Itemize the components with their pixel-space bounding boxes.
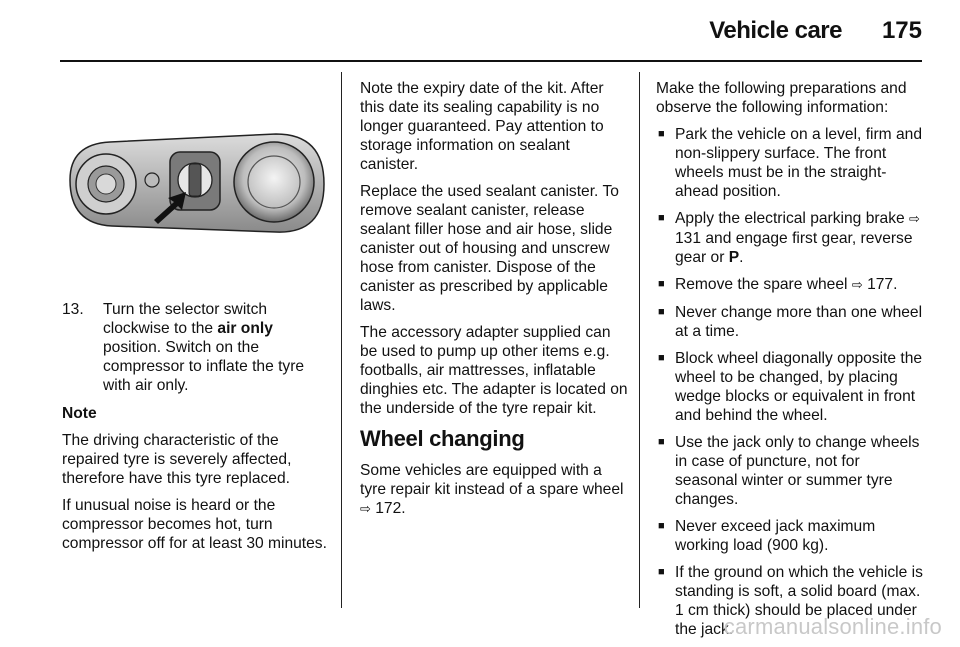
watermark: carmanualsonline.info [723, 614, 942, 639]
cross-reference-icon: ⇨ [851, 278, 863, 293]
note-paragraph-1: The driving characteristic of the repaired tyre is severely affected, therefore have this tyre replaced. [62, 432, 292, 487]
note-paragraph-2: If unusual noise is heard or the compressor becomes hot, turn compressor off for at least 30 minutes. [62, 497, 327, 552]
list-item: ■ Park the vehicle on a level, firm and non-slippery surface. The front wheels must be in the straight-ahead position. [656, 125, 926, 201]
page-reference[interactable]: 131 and engage first gear, reverse gear or [675, 230, 913, 266]
adapter-paragraph: The accessory adapter supplied can be used to pump up other items e.g. footballs, air mattresses, inflatable dinghies etc. The adapter is located on the underside of the tyre repair kit. [360, 324, 628, 417]
compressor-selector-illustration [62, 128, 332, 276]
column-divider-right [639, 72, 640, 608]
column-1 [62, 300, 328, 561]
section-title: Vehicle care [709, 17, 842, 44]
column-3 [656, 79, 926, 647]
preparations-intro: Make the following preparations and observe the following information: [656, 80, 907, 116]
list-item: ■ Use the jack only to change wheels in case of puncture, not for seasonal winter or summer tyre changes. [656, 433, 926, 509]
page-number: 175 [881, 17, 922, 44]
column-divider-left [341, 72, 342, 608]
air-only-label: air only [217, 320, 273, 337]
header-rule [60, 60, 922, 62]
list-item: ■ Block wheel diagonally opposite the wheel to be changed, by placing wedge blocks or equivalent in front and behind the wheel. [656, 349, 926, 425]
park-gear-label: P [728, 249, 740, 266]
note-title: Note [62, 405, 97, 422]
preparation-list [656, 125, 926, 639]
page-reference[interactable]: 172. [375, 500, 406, 517]
replace-canister-paragraph: Replace the used sealant canister. To remove sealant canister, release sealant filler hose and air hose, slide canister out of housing and unscrew hose from canister. Dispose of the canister as prescribed by applicable laws. [360, 183, 619, 314]
list-item: ■ Remove the spare wheel ⇨ 177. [656, 275, 926, 295]
list-item: ■ Never change more than one wheel at a time. [656, 303, 926, 341]
cross-reference-icon: ⇨ [909, 212, 920, 227]
step-13 [62, 300, 328, 395]
cross-reference-icon: ⇨ [360, 502, 371, 517]
list-item: ■ If the ground on which the vehicle is standing is soft, a solid board (max. 1 cm thick) should be placed under the jack. [656, 563, 926, 639]
page-header [0, 0, 960, 62]
expiry-paragraph: Note the expiry date of the kit. After this date its sealing capability is no longer guaranteed. Pay attention to storage information on sealant canister. [360, 80, 604, 173]
column-2 [360, 79, 630, 527]
step-text: Turn the selector switch clockwise to the air only position. Switch on the compressor to inflate the tyre with air only. [103, 301, 305, 394]
list-item: ■ Never exceed jack maximum working load (900 kg). [656, 517, 926, 555]
step-number: 13. [62, 301, 84, 318]
list-item: ■ Apply the electrical parking brake ⇨ 131 and engage first gear, reverse gear or P. [656, 209, 926, 267]
section-heading: Wheel changing [360, 426, 525, 451]
intro-paragraph: Some vehicles are equipped with a tyre repair kit instead of a spare wheel ⇨ 172. [360, 462, 624, 517]
page-reference[interactable]: 177. [867, 276, 898, 293]
